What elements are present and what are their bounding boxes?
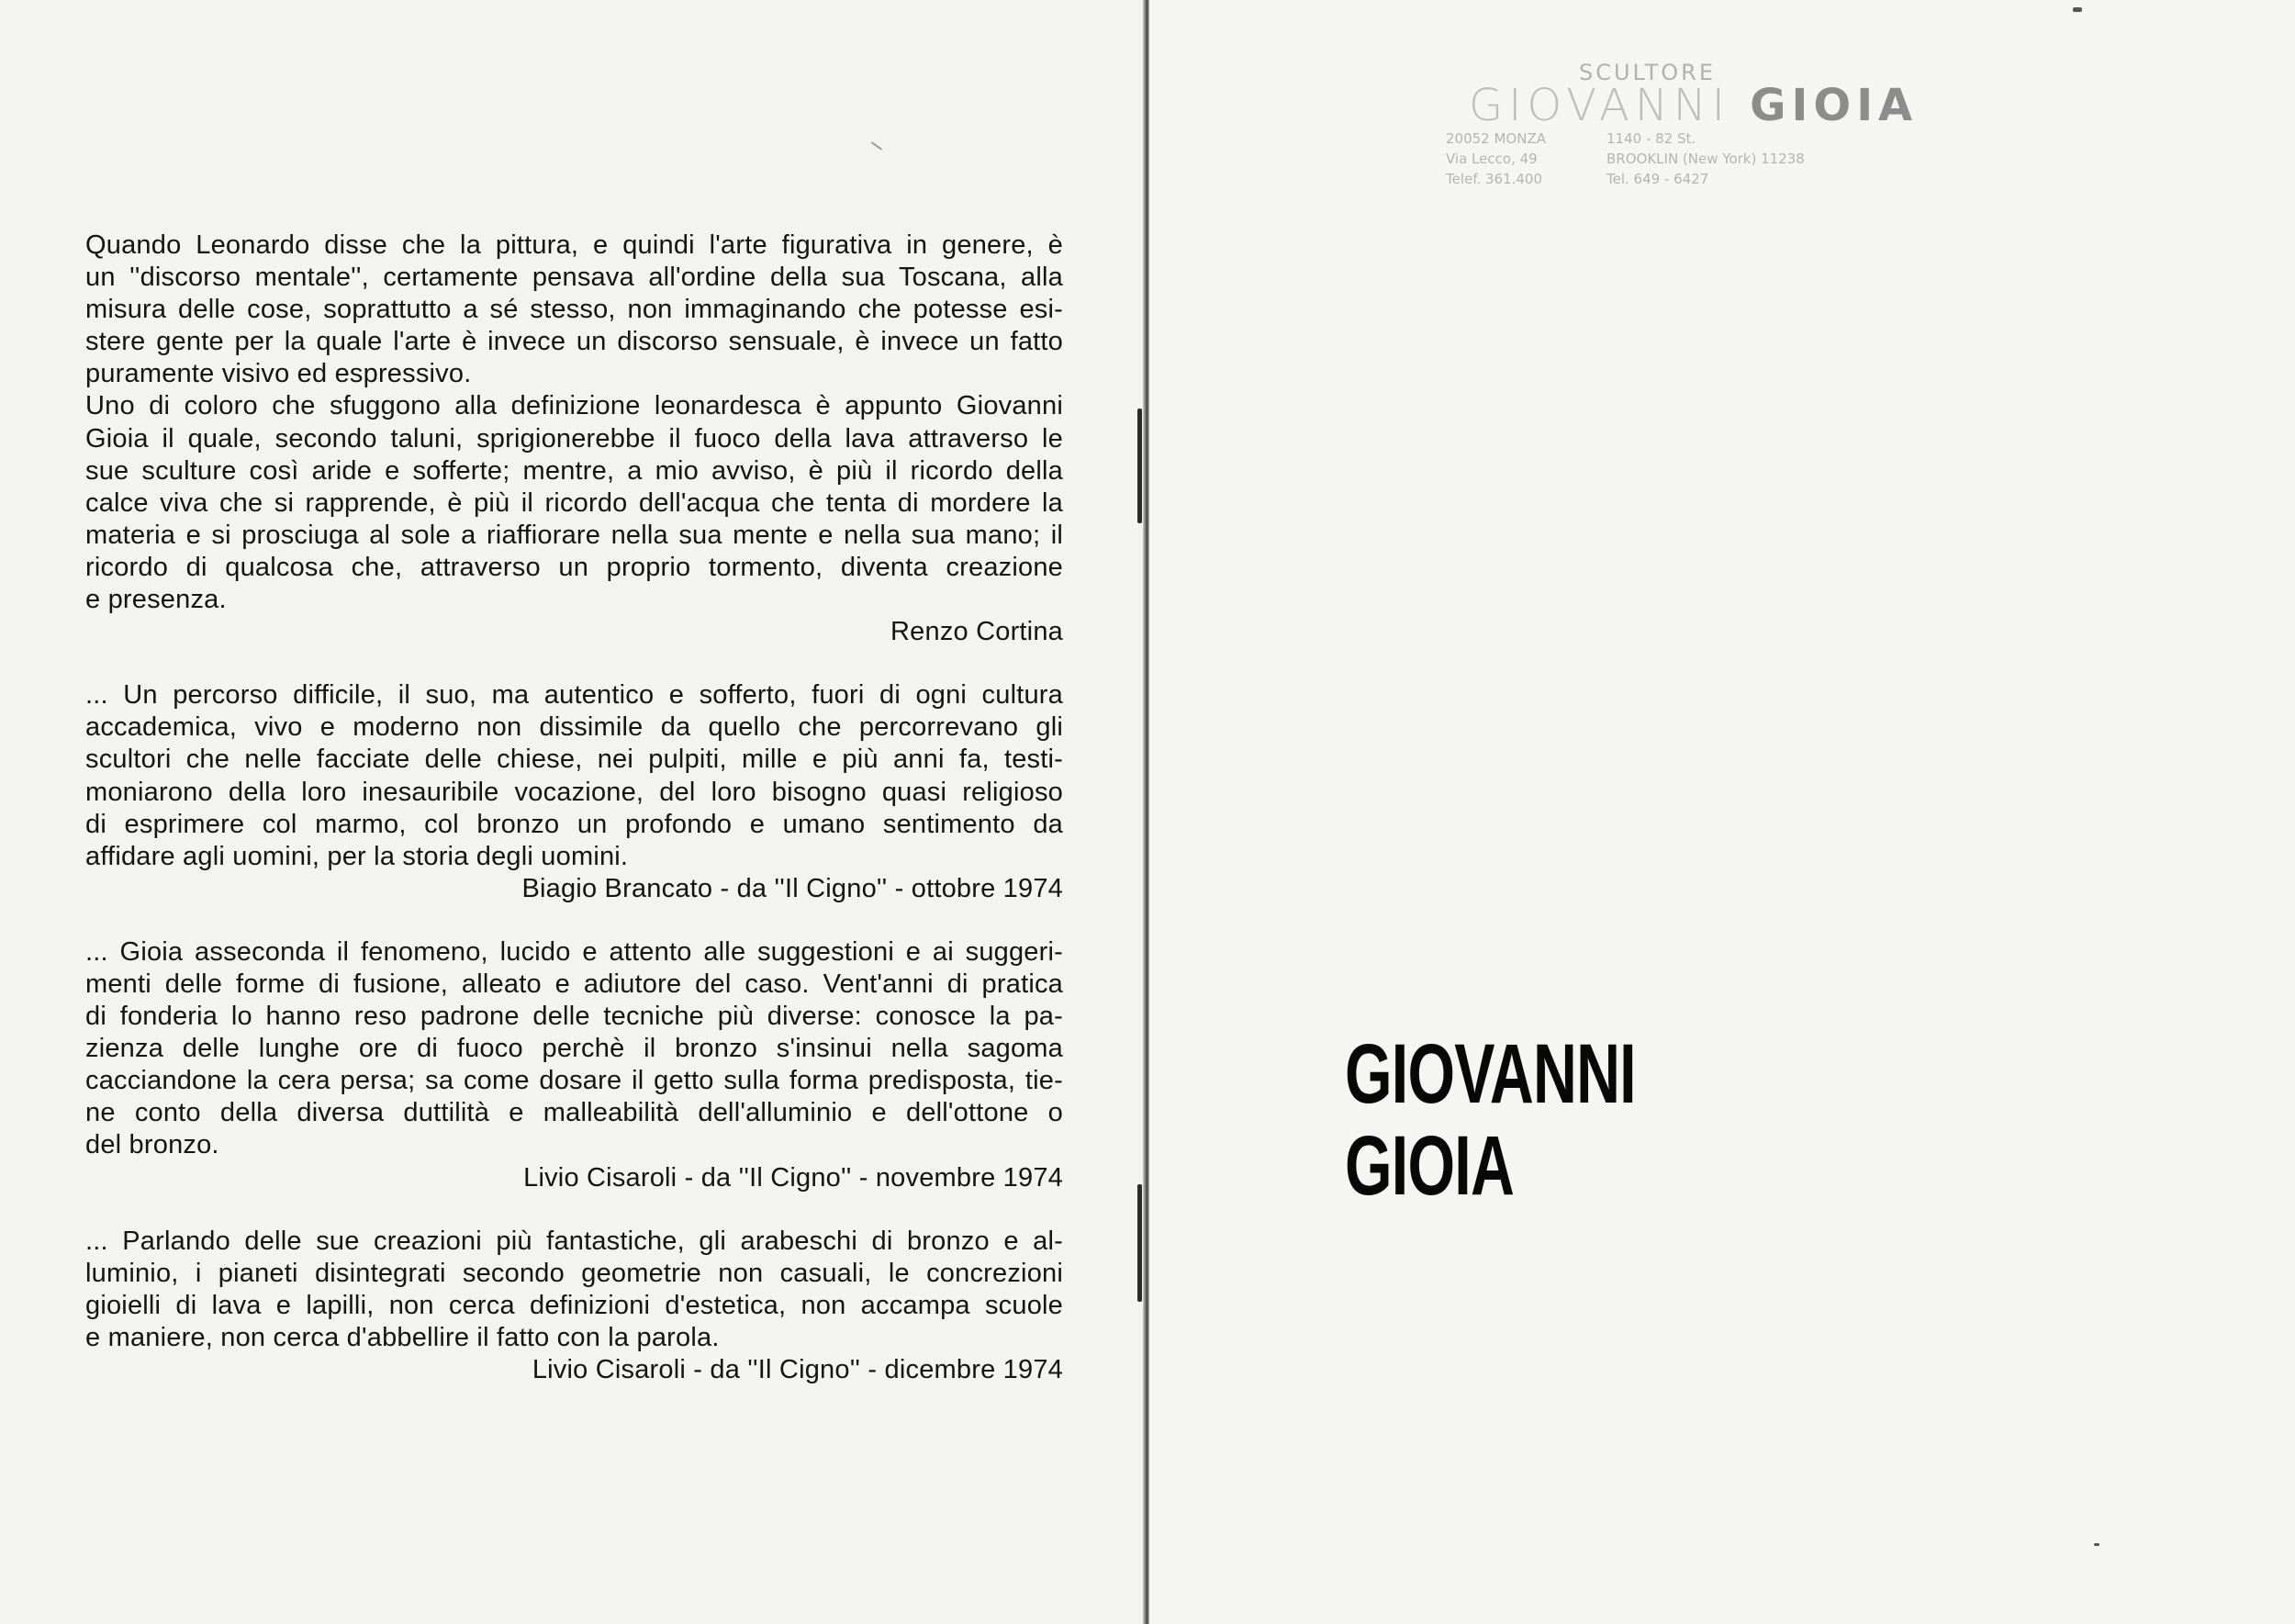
- right-page-cover: [1149, 0, 2295, 1624]
- stamp-italy-address: [1446, 129, 1546, 189]
- paragraph-gap: [85, 648, 1063, 679]
- text-line: luminio, i pianeti disintegrati secondo geometrie non casuali, le concrezioni: [85, 1258, 1063, 1288]
- stamp-line: Telef. 361.400: [1446, 171, 1542, 187]
- text-line: ... Parlando delle sue creazioni più fantastiche, gli arabeschi di bronzo e al-: [85, 1226, 1063, 1256]
- text-line: ... Gioia asseconda il fenomeno, lucido e attento alle suggestioni e ai suggeri-: [85, 936, 1063, 967]
- text-line: di fonderia lo hanno reso padrone delle tecniche più diverse: conosce la pa-: [85, 1002, 1063, 1032]
- text-line: Gioia il quale, secondo taluni, sprigionerebbe il fuoco della lava attraverso le: [85, 423, 1063, 454]
- text-line: sue sculture così aride e sofferte; mentre, a mio avviso, è più il ricordo della: [85, 455, 1063, 486]
- stamp-us-address: [1606, 129, 1805, 189]
- text-line: un ''discorso mentale'', certamente pensava all'ordine della sua Toscana, alla: [85, 263, 1063, 293]
- cover-title-line: GIOIA: [1345, 1119, 1515, 1213]
- text-line: ne conto della diversa duttilità e malleabilità dell'alluminio e dell'ottone o: [85, 1098, 1063, 1128]
- text-line: menti delle forme di fusione, alleato e adiutore del caso. Vent'anni di pratica: [85, 969, 1063, 999]
- text-line: e presenza.: [85, 585, 227, 615]
- paragraph-gap: [85, 905, 1063, 936]
- text-line: e maniere, non cerca d'abbellire il fatto con la parola.: [85, 1322, 720, 1352]
- stamp-name-first: GIOVANNI: [1469, 80, 1730, 131]
- stamp-heading: SCULTORE: [1579, 60, 1717, 85]
- text-line: misura delle cose, soprattutto a sé stesso, non immaginando che potesse esi-: [85, 295, 1063, 325]
- quotation-citation: Renzo Cortina: [890, 617, 1063, 647]
- quotation-citation: Livio Cisaroli - da ''Il Cigno'' - dicembre 1974: [532, 1355, 1063, 1384]
- quotations-text: [85, 230, 1063, 1386]
- cover-title: [1345, 1028, 1636, 1212]
- text-line: moniarono della loro inesauribile vocazione, del loro bisogno quasi religioso: [85, 777, 1063, 807]
- cover-title-line: GIOVANNI: [1345, 1027, 1636, 1121]
- artist-rubber-stamp: [1441, 55, 1919, 211]
- text-line: affidare agli uomini, per la storia degli uomini.: [85, 841, 629, 871]
- paper-speck: [2094, 1543, 2099, 1546]
- stamp-line: BROOKLIN (New York) 11238: [1606, 151, 1805, 167]
- paragraph-gap: [85, 1194, 1063, 1226]
- paper-speck: [871, 141, 883, 151]
- quotation-paragraph: [85, 679, 1063, 905]
- text-line: ... Un percorso difficile, il suo, ma autentico e sofferto, fuori di ogni cultura: [85, 680, 1063, 711]
- text-line: accademica, vivo e moderno non dissimile da quello che percorrevano gli: [85, 712, 1063, 743]
- staple-bottom: [1137, 1184, 1142, 1302]
- stamp-line: Tel. 649 - 6427: [1606, 171, 1709, 187]
- stamp-line: Via Lecco, 49: [1446, 151, 1538, 167]
- text-line: cacciandone la cera persa; sa come dosare il getto sulla forma predisposta, tie-: [85, 1066, 1063, 1096]
- text-line: calce viva che si rapprende, è più il ricordo dell'acqua che tenta di mordere la: [85, 487, 1063, 518]
- text-line: puramente visivo ed espressivo.: [85, 359, 472, 389]
- quotation-paragraph: [85, 1226, 1063, 1386]
- quotation-paragraph: [85, 230, 1063, 648]
- text-line: ricordo di qualcosa che, attraverso un proprio tormento, diventa creazione: [85, 552, 1063, 582]
- stamp-name: [1469, 80, 1918, 131]
- text-line: Uno di coloro che sfuggono alla definizione leonardesca è appunto Giovanni: [85, 391, 1063, 421]
- text-line: di esprimere col marmo, col bronzo un profondo e umano sentimento da: [85, 809, 1063, 839]
- stamp-name-last: GIOIA: [1750, 80, 1919, 131]
- stamp-line: 1140 - 82 St.: [1606, 130, 1696, 147]
- text-line: zienza delle lunghe ore di fuoco perchè il bronzo s'insinui nella sagoma: [85, 1034, 1063, 1064]
- staple-top: [1137, 409, 1142, 523]
- text-line: stere gente per la quale l'arte è invece un discorso sensuale, è invece un fatto: [85, 327, 1063, 357]
- quotation-citation: Biagio Brancato - da ''Il Cigno'' - ottobre 1974: [521, 873, 1063, 903]
- quotation-paragraph: [85, 936, 1063, 1194]
- text-line: del bronzo.: [85, 1130, 219, 1160]
- quotation-citation: Livio Cisaroli - da ''Il Cigno'' - novembre 1974: [523, 1162, 1063, 1193]
- stamp-line: 20052 MONZA: [1446, 130, 1546, 147]
- paper-speck: [2073, 7, 2082, 12]
- text-line: scultori che nelle facciate delle chiese, nei pulpiti, mille e più anni fa, testi-: [85, 745, 1063, 775]
- text-line: gioielli di lava e lapilli, non cerca definizioni d'estetica, non accampa scuole: [85, 1290, 1063, 1320]
- left-page: [0, 0, 1145, 1624]
- text-line: Quando Leonardo disse che la pittura, e quindi l'arte figurativa in genere, è: [85, 230, 1063, 260]
- text-line: materia e si prosciuga al sole a riaffiorare nella sua mente e nella sua mano; il: [85, 520, 1063, 550]
